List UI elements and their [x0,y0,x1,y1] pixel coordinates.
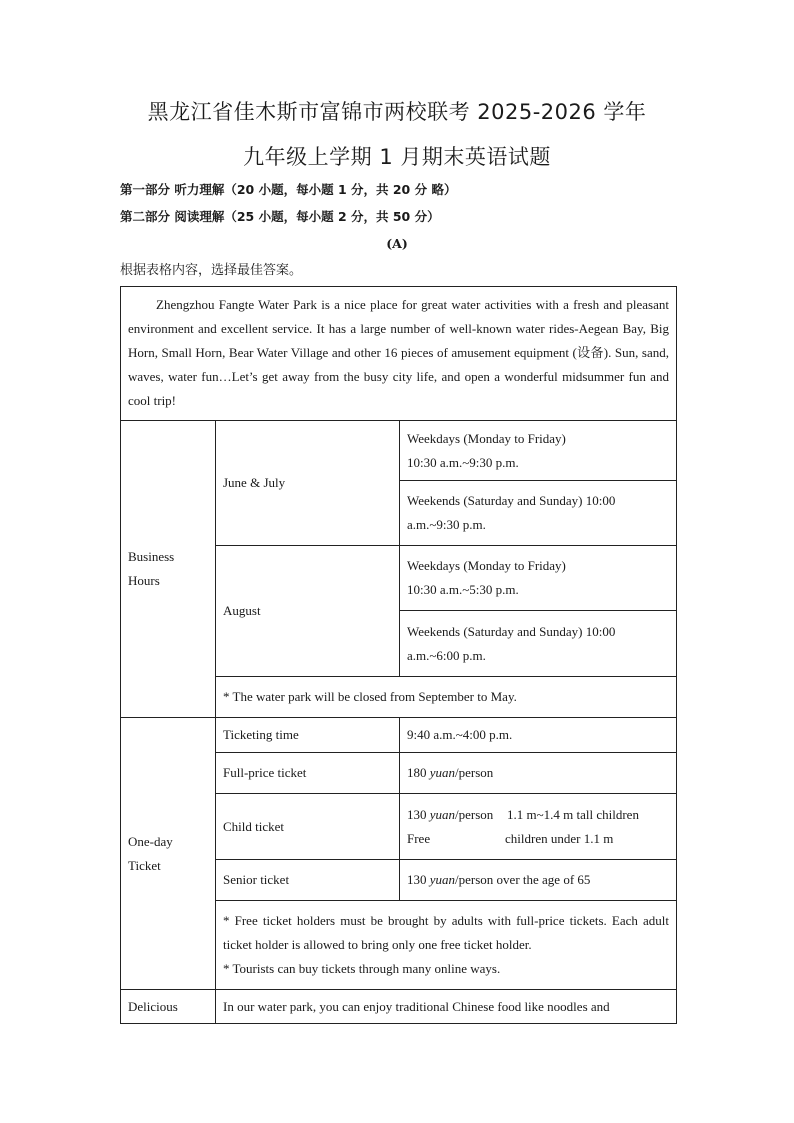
intro-text: Zhengzhou Fangte Water Park is a nice place for great water activities with a fresh and pleasant environment and excellent service. It has a large number of well-known water rides-Aegean Bay, Big Horn, Small Horn, Bear Water Village and other 16 pieces of amusement equipment (设备). Sun, sand, waves, water fun…Let’s get away from the busy city life, and open a wonderful midsummer fun and cool trip! [121,287,677,421]
aug-weekends: Weekends (Saturday and Sunday) 10:00 a.m.~6:00 p.m. [400,611,677,677]
one-day-ticket-label: One-day Ticket [121,718,216,990]
senior-ticket-value: 130 yuan/person over the age of 65 [400,860,677,901]
child-ticket-label: Child ticket [216,794,400,860]
full-price-label: Full-price ticket [216,753,400,794]
ticket-notes: * Free ticket holders must be brought by adults with full-price tickets. Each adult ticket holder is allowed to bring only one free ticket holder. * Tourists can buy tickets through many online ways. [216,901,677,990]
june-july-label: June & July [216,421,400,546]
jj-weekdays: Weekdays (Monday to Friday) 10:30 a.m.~9:30 p.m. [400,421,677,481]
ticketing-time-label: Ticketing time [216,718,400,753]
jj-weekends: Weekends (Saturday and Sunday) 10:00 a.m.~9:30 p.m. [400,481,677,546]
table-row [121,718,677,753]
senior-ticket-label: Senior ticket [216,860,400,901]
august-label: August [216,546,400,677]
food-text: In our water park, you can enjoy traditional Chinese food like noodles and [216,990,677,1024]
closed-note: * The water park will be closed from September to May. [216,677,677,718]
aug-weekdays: Weekdays (Monday to Friday) 10:30 a.m.~5:30 p.m. [400,546,677,611]
full-price-value: 180 yuan/person [400,753,677,794]
part2-heading: 第二部分 阅读理解（25 小题，每小题 2 分，共 50 分） [120,209,440,224]
part1-heading: 第一部分 听力理解（20 小题，每小题 1 分，共 20 分 略） [120,182,457,197]
intro-row [121,287,677,421]
business-hours-label: Business Hours [121,421,216,718]
water-park-table [120,286,677,1024]
exam-title-line2: 九年级上学期 1 月期末英语试题 [243,145,551,169]
child-ticket-value: 130 yuan/person 1.1 m~1.4 m tall children Free children under 1.1 m [400,794,677,860]
section-label: (A) [386,236,408,251]
exam-title-line1: 黑龙江省佳木斯市富锦市两校联考 2025-2026 学年 [147,100,647,124]
ticketing-time-value: 9:40 a.m.~4:00 p.m. [400,718,677,753]
table-row [121,421,677,481]
instruction: 根据表格内容，选择最佳答案。 [120,263,303,278]
table-row [121,990,677,1024]
delicious-label: Delicious [121,990,216,1024]
